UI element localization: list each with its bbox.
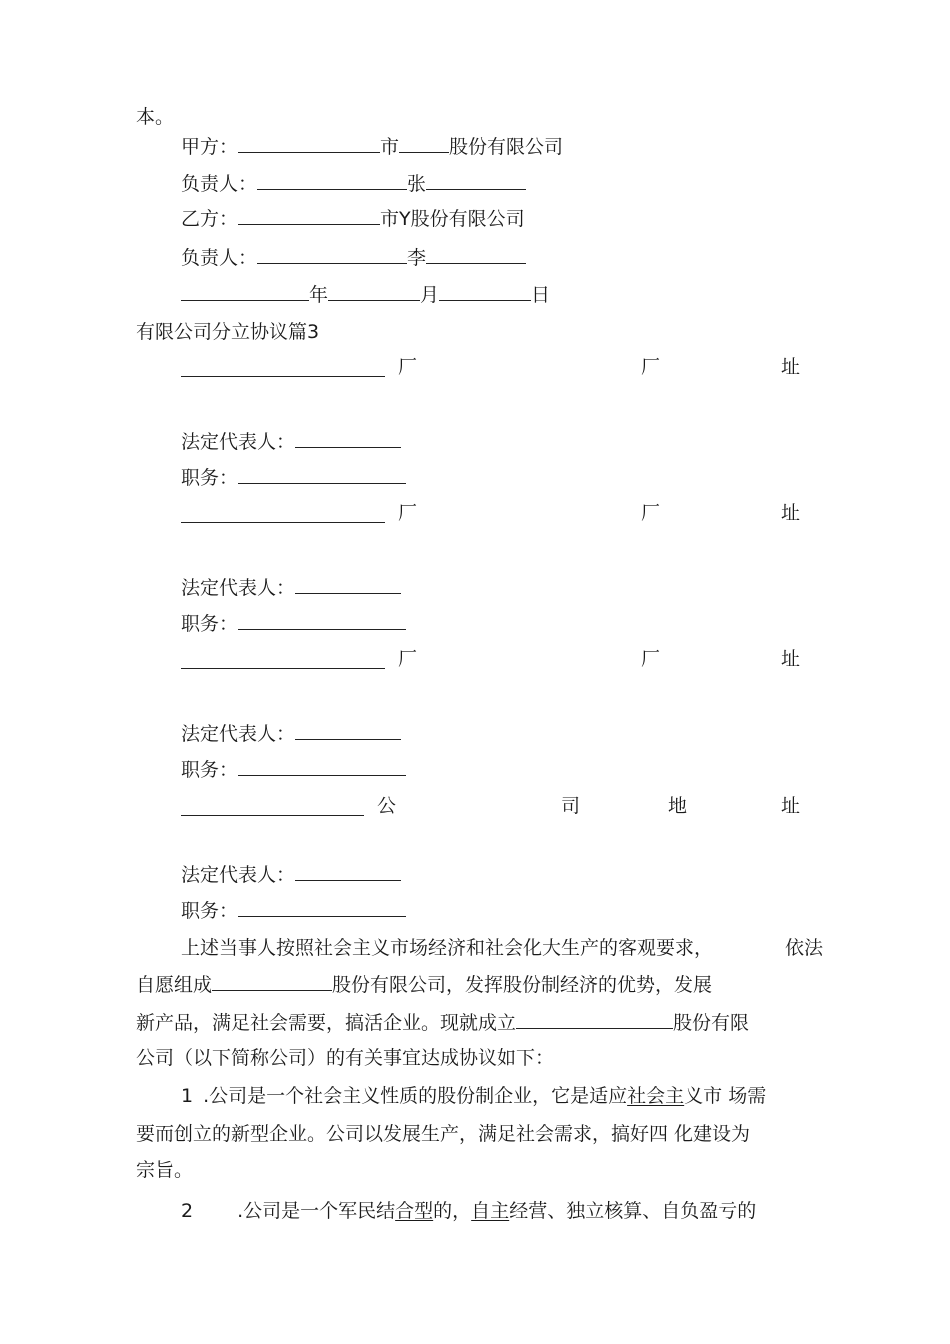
blank-field: [426, 171, 526, 190]
date-line: [181, 282, 550, 307]
paragraph-line: [181, 936, 713, 960]
factory-address-char: 厂: [641, 356, 661, 378]
factory-address-char: 厂: [398, 356, 418, 378]
paragraph-text: 依法: [785, 937, 824, 959]
paragraph-line: [136, 1010, 749, 1035]
legal-representative-line: [181, 429, 401, 454]
party-a-company: 股份有限公司: [449, 136, 564, 158]
legal-representative-line: [181, 721, 401, 746]
legal-representative-label: 法定代表人：: [181, 431, 296, 453]
blank-field: [238, 206, 380, 225]
blank-field: [238, 757, 406, 776]
party-b-representative-line: [181, 245, 526, 270]
paragraph-text: 公司（以下简称公司）的有关事宜达成协议如下：: [136, 1047, 555, 1069]
company-address-char: 址: [781, 795, 801, 817]
party-a-representative-line: [181, 171, 526, 196]
blank-field: [181, 521, 385, 523]
underlined-text: 合型: [395, 1200, 434, 1222]
blank-field: [399, 134, 449, 153]
factory-address-char: 厂: [398, 502, 418, 524]
paragraph-text: 自愿组成: [136, 974, 213, 996]
clause-number: 1: [181, 1085, 194, 1107]
paragraph-line: [136, 972, 712, 997]
section-title-text: 有限公司分立协议篇3: [136, 321, 320, 343]
position-label: 职务：: [181, 467, 239, 489]
clause-1-line: [181, 1084, 766, 1108]
party-b-label: 乙方：: [181, 208, 239, 230]
paragraph-text: 宗旨。: [136, 1159, 194, 1181]
blank-field: [257, 245, 407, 264]
day-label: 日: [531, 284, 551, 306]
blank-field: [212, 972, 332, 991]
party-a-city: 市: [380, 136, 400, 158]
legal-representative-line: [181, 862, 401, 887]
month-label: 月: [420, 284, 440, 306]
blank-field: [181, 814, 364, 816]
blank-field: [238, 898, 406, 917]
paragraph-text: 新产品，满足社会需要，搞活企业。现就成立: [136, 1012, 517, 1034]
clause-2-line: [181, 1199, 756, 1223]
blank-field: [181, 667, 385, 669]
blank-field: [238, 465, 406, 484]
representative-name: 李: [407, 247, 427, 269]
legal-representative-label: 法定代表人：: [181, 723, 296, 745]
blank-field: [181, 375, 385, 377]
blank-field: [257, 171, 407, 190]
blank-field: [238, 134, 380, 153]
paragraph-text: 经营、独立核算、自负盈亏的: [509, 1200, 757, 1222]
company-address-char: 地: [668, 795, 688, 817]
blank-field: [238, 611, 406, 630]
company-address-char: 公: [377, 795, 397, 817]
blank-field: [516, 1010, 673, 1029]
position-label: 职务：: [181, 759, 239, 781]
fragment-ben: [136, 105, 174, 129]
text-ben: 本。: [136, 106, 175, 128]
paragraph-text: 上述当事人按照社会主义市场经济和社会化大生产的客观要求，: [181, 937, 714, 959]
party-a-line: [181, 134, 563, 159]
position-label: 职务：: [181, 900, 239, 922]
position-line: [181, 611, 406, 636]
representative-label: 负责人：: [181, 173, 258, 195]
blank-field: [426, 245, 526, 264]
position-line: [181, 465, 406, 490]
paragraph-text: 股份有限公司，发挥股份制经济的优势，发展: [332, 974, 713, 996]
paragraph-text: 要而创立的新型企业。公司以发展生产，满足社会需求，搞好四 化建设为: [136, 1123, 751, 1145]
paragraph-text: .公司是一个军民结: [237, 1200, 396, 1222]
blank-field: [295, 429, 401, 448]
legal-representative-line: [181, 575, 401, 600]
party-b-line: [181, 206, 525, 231]
company-address-char: 司: [561, 795, 581, 817]
blank-field: [328, 282, 420, 301]
position-line: [181, 898, 406, 923]
factory-address-char: 厂: [641, 648, 661, 670]
legal-representative-label: 法定代表人：: [181, 864, 296, 886]
paragraph-text: .公司是一个社会主义性质的股份制企业，它是适应: [203, 1085, 628, 1107]
blank-field: [181, 282, 309, 301]
underlined-text: 社会主: [627, 1085, 685, 1107]
underlined-text: 自主: [471, 1200, 510, 1222]
representative-name: 张: [407, 173, 427, 195]
party-b-company: 市Y股份有限公司: [380, 208, 525, 230]
section-title: [136, 320, 319, 344]
clause-number: 2: [181, 1200, 194, 1222]
position-line: [181, 757, 406, 782]
paragraph-text: 股份有限: [673, 1012, 750, 1034]
blank-field: [295, 721, 401, 740]
paragraph-text: 义市 场需: [684, 1085, 767, 1107]
year-label: 年: [309, 284, 329, 306]
factory-address-char: 址: [781, 502, 801, 524]
legal-representative-label: 法定代表人：: [181, 577, 296, 599]
factory-address-char: 址: [781, 648, 801, 670]
representative-label: 负责人：: [181, 247, 258, 269]
blank-field: [439, 282, 531, 301]
blank-field: [295, 575, 401, 594]
party-a-label: 甲方：: [181, 136, 239, 158]
paragraph-text: 的，: [433, 1200, 472, 1222]
factory-address-char: 厂: [641, 502, 661, 524]
factory-address-char: 址: [781, 356, 801, 378]
blank-field: [295, 862, 401, 881]
position-label: 职务：: [181, 613, 239, 635]
factory-address-char: 厂: [398, 648, 418, 670]
